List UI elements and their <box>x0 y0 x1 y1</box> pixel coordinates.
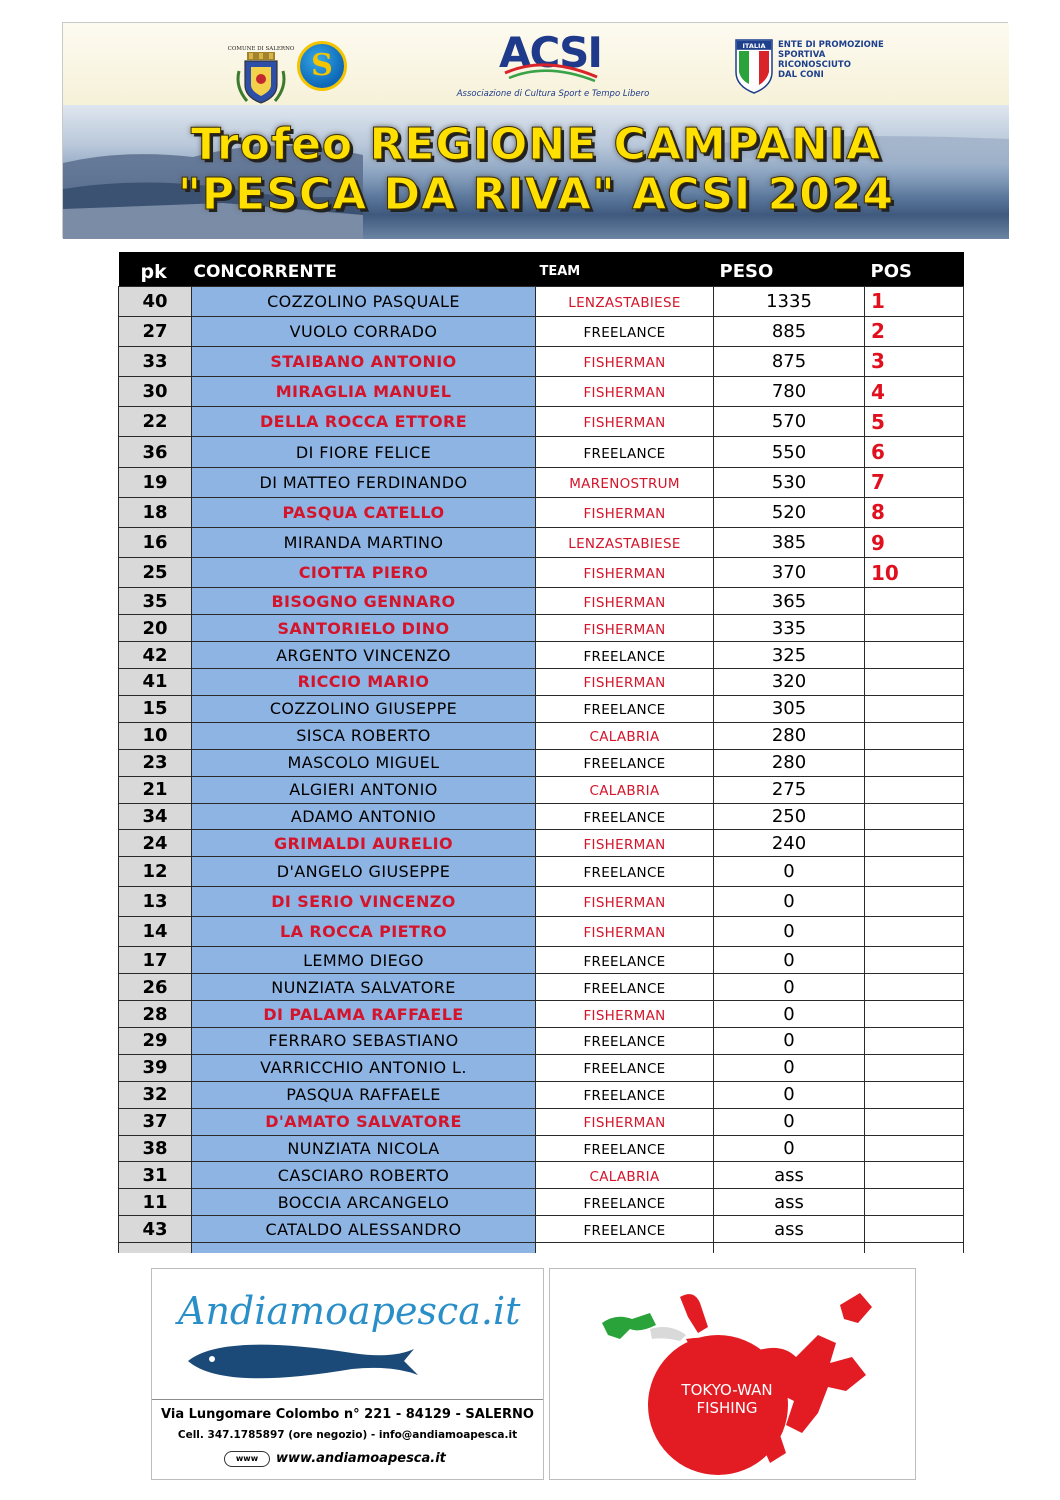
cell-peso: 0 <box>714 1108 865 1135</box>
cell-pk: 26 <box>119 974 192 1001</box>
cell-pos <box>865 695 964 722</box>
acsi-logo-icon <box>475 27 625 87</box>
cell-pk: 22 <box>119 407 192 437</box>
cell-team: FISHERMAN <box>536 669 714 696</box>
sponsor-website-link[interactable]: www.andiamoapesca.it <box>276 1451 446 1466</box>
cell-pk: 36 <box>119 437 192 467</box>
cell-concorrente: DI MATTEO FERDINANDO <box>192 467 536 497</box>
header-team: TEAM <box>536 252 714 286</box>
cell-pk: 27 <box>119 316 192 346</box>
cell-peso: 780 <box>714 377 865 407</box>
cell-team: FISHERMAN <box>536 887 714 917</box>
tokyowan-line-2: FISHING <box>696 1399 758 1417</box>
ente-line: DAL CONI <box>778 70 824 80</box>
table-row <box>119 887 964 917</box>
cell-concorrente: BOCCIA ARCANGELO <box>192 1189 536 1216</box>
cell-pos: 7 <box>865 467 964 497</box>
cell-pk: 12 <box>119 857 192 887</box>
cell-team: LENZASTABIESE <box>536 528 714 558</box>
cell-peso: 550 <box>714 437 865 467</box>
cell-pos <box>865 776 964 803</box>
cell-pos <box>865 1108 964 1135</box>
cell-pk: 24 <box>119 830 192 857</box>
table-row <box>119 1027 964 1054</box>
cell-pos <box>865 1135 964 1162</box>
cell-pos <box>865 749 964 776</box>
table-row <box>119 467 964 497</box>
cell-team: FREELANCE <box>536 974 714 1001</box>
page-title-line-2: "PESCA DA RIVA" ACSI 2024 <box>177 169 895 220</box>
cell-pos <box>865 887 964 917</box>
cell-pk: 17 <box>119 947 192 974</box>
cell-concorrente: MIRAGLIA MANUEL <box>192 377 536 407</box>
cell-pos <box>865 1027 964 1054</box>
table-row <box>119 437 964 467</box>
table-row <box>119 1162 964 1189</box>
cell-pk: 11 <box>119 1189 192 1216</box>
table-row <box>119 497 964 527</box>
cell-pos: 4 <box>865 377 964 407</box>
cell-team: FREELANCE <box>536 437 714 467</box>
results-table <box>118 252 964 1253</box>
cell-pos <box>865 722 964 749</box>
table-row <box>119 830 964 857</box>
table-row <box>119 1189 964 1216</box>
cell-pk: 16 <box>119 528 192 558</box>
table-row <box>119 917 964 947</box>
table-row <box>119 1054 964 1081</box>
cell-concorrente: DI SERIO VINCENZO <box>192 887 536 917</box>
comune-salerno-crest-icon <box>227 41 295 109</box>
cell-peso: 520 <box>714 497 865 527</box>
table-row <box>119 695 964 722</box>
cell-concorrente: D'AMATO SALVATORE <box>192 1108 536 1135</box>
cell-team: CALABRIA <box>536 776 714 803</box>
cell-concorrente: NUNZIATA SALVATORE <box>192 974 536 1001</box>
cell-team: CALABRIA <box>536 1162 714 1189</box>
cell-pos: 3 <box>865 346 964 376</box>
cell-pos: 9 <box>865 528 964 558</box>
cell-pos: 8 <box>865 497 964 527</box>
comune-crest-text: COMUNE DI SALERNO <box>227 46 295 52</box>
ente-line: RICONOSCIUTO <box>778 60 851 70</box>
cell-concorrente: VARRICCHIO ANTONIO L. <box>192 1054 536 1081</box>
cell-peso: 365 <box>714 588 865 615</box>
sponsor-divider <box>152 1399 543 1400</box>
cell-peso: 0 <box>714 1054 865 1081</box>
table-row <box>119 407 964 437</box>
cell-concorrente: D'ANGELO GIUSEPPE <box>192 857 536 887</box>
cell-concorrente: COZZOLINO GIUSEPPE <box>192 695 536 722</box>
header-pos: POS <box>865 252 964 286</box>
cell-peso: 250 <box>714 803 865 830</box>
cell-peso: 875 <box>714 346 865 376</box>
cell-pos <box>865 1162 964 1189</box>
tail-cell <box>192 1243 536 1253</box>
cell-pk: 33 <box>119 346 192 376</box>
cell-pk: 10 <box>119 722 192 749</box>
cell-concorrente: FERRARO SEBASTIANO <box>192 1027 536 1054</box>
header-pk: pk <box>119 252 192 286</box>
cell-peso: ass <box>714 1189 865 1216</box>
cell-concorrente: ADAMO ANTONIO <box>192 803 536 830</box>
cell-pk: 14 <box>119 917 192 947</box>
results-body <box>119 286 964 1253</box>
cell-concorrente: STAIBANO ANTONIO <box>192 346 536 376</box>
cell-pos <box>865 1081 964 1108</box>
cell-peso: 335 <box>714 615 865 642</box>
cell-peso: 385 <box>714 528 865 558</box>
ente-promozione-text <box>778 40 938 80</box>
table-row <box>119 1081 964 1108</box>
ente-line: ENTE DI PROMOZIONE <box>778 40 884 50</box>
cell-team: FISHERMAN <box>536 407 714 437</box>
cell-pk: 21 <box>119 776 192 803</box>
sponsor-andiamoapesca <box>151 1268 544 1480</box>
cell-team: FREELANCE <box>536 1054 714 1081</box>
cell-concorrente: CIOTTA PIERO <box>192 558 536 588</box>
table-row <box>119 669 964 696</box>
cell-pos: 2 <box>865 316 964 346</box>
cell-team: FREELANCE <box>536 749 714 776</box>
cell-pk: 34 <box>119 803 192 830</box>
table-header-row <box>119 252 964 286</box>
cell-team: FREELANCE <box>536 1216 714 1243</box>
cell-team: FREELANCE <box>536 1189 714 1216</box>
cell-team: FREELANCE <box>536 857 714 887</box>
cell-peso: 280 <box>714 749 865 776</box>
cell-peso: 240 <box>714 830 865 857</box>
cell-pk: 31 <box>119 1162 192 1189</box>
sponsor-address: Via Lungomare Colombo n° 221 - 84129 - SALERNO <box>161 1407 534 1422</box>
tail-cell <box>536 1243 714 1253</box>
cell-team: FISHERMAN <box>536 1001 714 1028</box>
cell-pk: 15 <box>119 695 192 722</box>
cell-concorrente: RICCIO MARIO <box>192 669 536 696</box>
table-row <box>119 857 964 887</box>
cell-concorrente: CATALDO ALESSANDRO <box>192 1216 536 1243</box>
cell-pos <box>865 1001 964 1028</box>
cell-pk: 37 <box>119 1108 192 1135</box>
cell-team: FISHERMAN <box>536 377 714 407</box>
cell-team: FISHERMAN <box>536 558 714 588</box>
cell-pos <box>865 1189 964 1216</box>
table-row <box>119 642 964 669</box>
cell-pk: 29 <box>119 1027 192 1054</box>
cell-peso: 320 <box>714 669 865 696</box>
cell-concorrente: SANTORIELO DINO <box>192 615 536 642</box>
cell-team: FREELANCE <box>536 1027 714 1054</box>
cell-pos <box>865 830 964 857</box>
cell-team: FISHERMAN <box>536 615 714 642</box>
cell-team: FREELANCE <box>536 947 714 974</box>
table-row <box>119 722 964 749</box>
cell-pk: 13 <box>119 887 192 917</box>
italia-coni-shield-icon <box>735 38 773 94</box>
cell-peso: 275 <box>714 776 865 803</box>
cell-pk: 42 <box>119 642 192 669</box>
cell-team: FREELANCE <box>536 642 714 669</box>
header-banner <box>62 22 1008 238</box>
table-row <box>119 377 964 407</box>
cell-concorrente: LA ROCCA PIETRO <box>192 917 536 947</box>
cell-pk: 30 <box>119 377 192 407</box>
table-row <box>119 1216 964 1243</box>
www-cursor-icon: www <box>224 1451 270 1467</box>
fish-logo-icon <box>182 1335 432 1385</box>
cell-pk: 28 <box>119 1001 192 1028</box>
cell-peso: 0 <box>714 974 865 1001</box>
table-row <box>119 316 964 346</box>
s-logo-letter: S <box>311 48 333 83</box>
cell-team: FREELANCE <box>536 695 714 722</box>
cell-pk: 38 <box>119 1135 192 1162</box>
cell-concorrente: SISCA ROBERTO <box>192 722 536 749</box>
s-circle-logo-icon <box>297 41 347 91</box>
cell-team: MARENOSTRUM <box>536 467 714 497</box>
cell-concorrente: COZZOLINO PASQUALE <box>192 286 536 316</box>
cell-concorrente: MIRANDA MARTINO <box>192 528 536 558</box>
cell-pk: 35 <box>119 588 192 615</box>
table-row <box>119 346 964 376</box>
cell-team: FISHERMAN <box>536 588 714 615</box>
cell-concorrente: DI FIORE FELICE <box>192 437 536 467</box>
tail-cell <box>119 1243 192 1253</box>
cell-peso: 0 <box>714 917 865 947</box>
tail-cell <box>714 1243 865 1253</box>
cell-pk: 18 <box>119 497 192 527</box>
japan-italy-map-icon <box>590 1283 880 1473</box>
cell-pk: 19 <box>119 467 192 497</box>
cell-peso: 325 <box>714 642 865 669</box>
cell-pos <box>865 1054 964 1081</box>
table-row <box>119 286 964 316</box>
cell-team: CALABRIA <box>536 722 714 749</box>
cell-team: FISHERMAN <box>536 497 714 527</box>
cell-team: FREELANCE <box>536 803 714 830</box>
cell-pos: 10 <box>865 558 964 588</box>
cell-team: FISHERMAN <box>536 1108 714 1135</box>
cell-concorrente: DI PALAMA RAFFAELE <box>192 1001 536 1028</box>
cell-peso: 0 <box>714 1081 865 1108</box>
cell-pos <box>865 615 964 642</box>
table-tail-row <box>119 1243 964 1253</box>
table-row <box>119 558 964 588</box>
table-row <box>119 776 964 803</box>
table-row <box>119 1001 964 1028</box>
cell-pk: 32 <box>119 1081 192 1108</box>
cell-pos: 6 <box>865 437 964 467</box>
cell-peso: 530 <box>714 467 865 497</box>
table-row <box>119 1135 964 1162</box>
cell-pos <box>865 588 964 615</box>
tokyowan-logo-text <box>658 1381 796 1417</box>
cell-team: FISHERMAN <box>536 830 714 857</box>
tokyowan-line-1: TOKYO-WAN <box>681 1381 773 1399</box>
cell-peso: ass <box>714 1216 865 1243</box>
cell-team: FISHERMAN <box>536 917 714 947</box>
table-row <box>119 615 964 642</box>
coast-photo <box>63 105 1009 239</box>
cell-pos <box>865 1216 964 1243</box>
cell-pk: 40 <box>119 286 192 316</box>
table-row <box>119 749 964 776</box>
table-row <box>119 803 964 830</box>
acsi-logo-text: ACSI <box>499 28 601 77</box>
cell-pos <box>865 917 964 947</box>
cell-pk: 41 <box>119 669 192 696</box>
table-row <box>119 588 964 615</box>
cell-pos: 5 <box>865 407 964 437</box>
cell-pos <box>865 974 964 1001</box>
table-row <box>119 947 964 974</box>
cell-team: FISHERMAN <box>536 346 714 376</box>
cell-peso: 1335 <box>714 286 865 316</box>
acsi-subtitle: Associazione di Cultura Sport e Tempo Libero <box>456 89 650 99</box>
cell-peso: 280 <box>714 722 865 749</box>
sponsor-tokyowan <box>549 1268 916 1480</box>
cell-concorrente: GRIMALDI AURELIO <box>192 830 536 857</box>
cell-team: FREELANCE <box>536 316 714 346</box>
cell-concorrente: LEMMO DIEGO <box>192 947 536 974</box>
cell-concorrente: PASQUA CATELLO <box>192 497 536 527</box>
cell-peso: 570 <box>714 407 865 437</box>
cell-pk: 39 <box>119 1054 192 1081</box>
table-row <box>119 1108 964 1135</box>
cell-pk: 20 <box>119 615 192 642</box>
cell-peso: 0 <box>714 857 865 887</box>
andiamoapesca-brand: Andiamoapesca.it <box>178 1289 521 1333</box>
cell-concorrente: PASQUA RAFFAELE <box>192 1081 536 1108</box>
cell-team: FREELANCE <box>536 1081 714 1108</box>
cell-peso: 885 <box>714 316 865 346</box>
cell-peso: ass <box>714 1162 865 1189</box>
cell-pos <box>865 642 964 669</box>
cell-peso: 0 <box>714 1001 865 1028</box>
table-row <box>119 974 964 1001</box>
cell-concorrente: DELLA ROCCA ETTORE <box>192 407 536 437</box>
cell-pk: 43 <box>119 1216 192 1243</box>
page-title-line-1: Trofeo REGIONE CAMPANIA <box>190 119 882 170</box>
cell-peso: 0 <box>714 887 865 917</box>
header-concorrente: CONCORRENTE <box>192 252 536 286</box>
ente-line: SPORTIVA <box>778 50 826 60</box>
cell-concorrente: ARGENTO VINCENZO <box>192 642 536 669</box>
cell-peso: 0 <box>714 947 865 974</box>
sponsor-contacts: Cell. 347.1785897 (ore negozio) - info@andiamoapesca.it <box>177 1429 518 1441</box>
cell-pos: 1 <box>865 286 964 316</box>
cell-pos <box>865 669 964 696</box>
cell-pk: 23 <box>119 749 192 776</box>
cell-concorrente: VUOLO CORRADO <box>192 316 536 346</box>
cell-concorrente: MASCOLO MIGUEL <box>192 749 536 776</box>
cell-pos <box>865 803 964 830</box>
cell-concorrente: ALGIERI ANTONIO <box>192 776 536 803</box>
header-peso: PESO <box>714 252 865 286</box>
cell-pos <box>865 857 964 887</box>
cell-peso: 370 <box>714 558 865 588</box>
cell-peso: 0 <box>714 1027 865 1054</box>
cell-concorrente: BISOGNO GENNARO <box>192 588 536 615</box>
cell-peso: 305 <box>714 695 865 722</box>
cell-concorrente: CASCIARO ROBERTO <box>192 1162 536 1189</box>
cell-concorrente: NUNZIATA NICOLA <box>192 1135 536 1162</box>
table-row <box>119 528 964 558</box>
cell-peso: 0 <box>714 1135 865 1162</box>
cell-pos <box>865 947 964 974</box>
tail-cell <box>865 1243 964 1253</box>
italia-label: ITALIA <box>742 42 766 50</box>
cell-team: LENZASTABIESE <box>536 286 714 316</box>
cell-team: FREELANCE <box>536 1135 714 1162</box>
cell-pk: 25 <box>119 558 192 588</box>
